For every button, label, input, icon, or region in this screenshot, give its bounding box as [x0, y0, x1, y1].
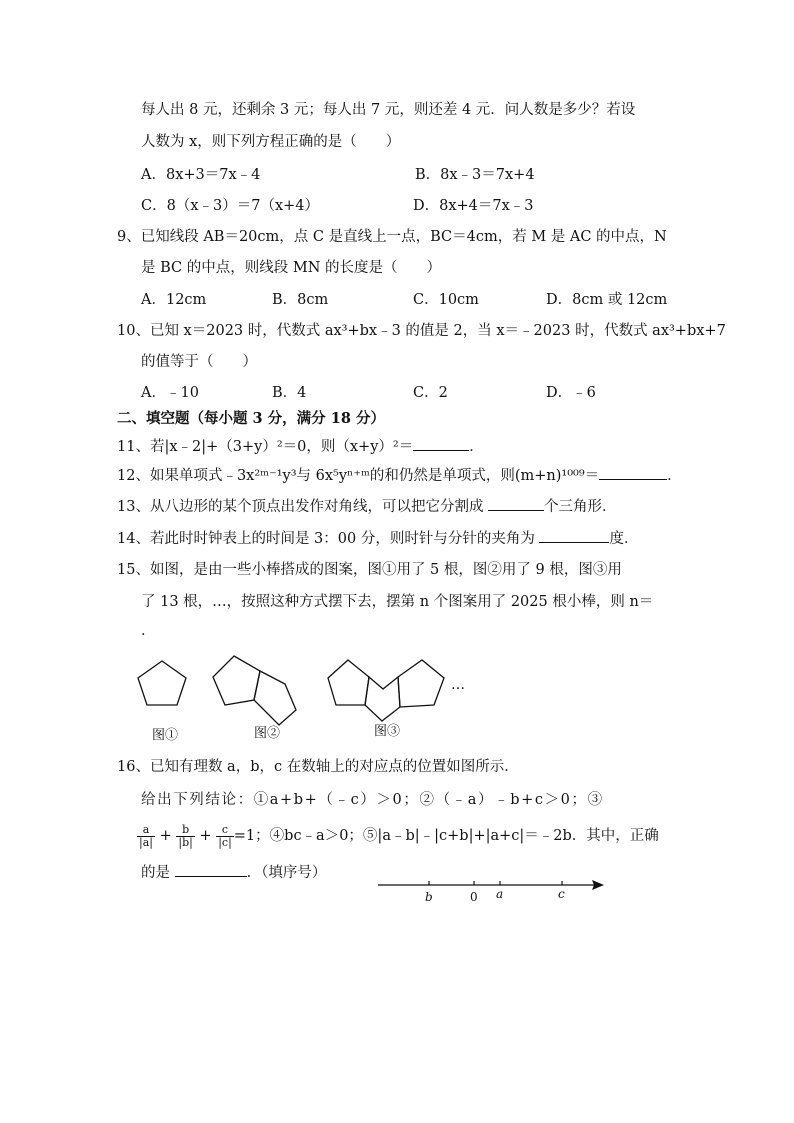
q16-line1: 16、已知有理数 a，b，c 在数轴上的对应点的位置如图所示．	[117, 759, 519, 775]
q12-text: 12、如果单项式﹣3x²ᵐ⁻¹y³与 6x⁵yⁿ⁺ᵐ的和仍然是单项式，则(m+n)¹⁰⁰⁹＝	[117, 468, 600, 484]
q11-text: 11、若|x﹣2|+（3+y）²＝0，则（x+y）²＝	[117, 439, 414, 455]
q16-line4-text: 的是	[141, 865, 170, 881]
q13-line	[117, 496, 617, 517]
q16-line2: 给出下列结论：①a+b+（﹣c）＞0；②（﹣a）﹣b+c＞0；③	[141, 792, 604, 808]
q8-option-b: B．8x﹣3＝7x+4	[415, 167, 535, 183]
q10-option-c: C．2	[413, 385, 448, 401]
q15-line3: ．	[141, 623, 156, 639]
q11-line	[117, 436, 484, 457]
fraction-c: $\frac{c}{|c|}$	[218, 822, 232, 849]
q16-answer-blank[interactable]	[175, 862, 247, 877]
q13-end: 个三角形．	[544, 499, 617, 515]
q16-line3: $\frac{a}{|a|}$ + $\frac{b}{|b|}$ + $\frac{c}{|c|}$ =1；④bc﹣a＞0；⑤|a﹣b|﹣|c+b|+|a+c|＝﹣2b．其中，正确	[139, 822, 659, 849]
q14-line	[117, 528, 638, 549]
q8-option-d: D．8x+4＝7x﹣3	[413, 198, 534, 214]
q9-option-c: C．10cm	[413, 292, 479, 308]
q13-text: 13、从八边形的某个顶点出发作对角线，可以把它分割成	[117, 499, 484, 515]
label-c: c	[558, 887, 565, 901]
q9-option-b: B．8cm	[272, 292, 329, 308]
figure-1-pentagon	[138, 661, 186, 705]
label-a: a	[496, 887, 504, 901]
figure-3-pentagon-middle	[365, 677, 400, 721]
figure-2-label: 图②	[254, 726, 281, 741]
label-0: 0	[470, 890, 478, 904]
section-heading: 二、填空题（每小题 3 分，满分 18 分）	[117, 410, 385, 427]
q16-line4	[141, 862, 326, 883]
q14-answer-blank[interactable]	[539, 528, 609, 543]
q16-line3-rest: =1；④bc﹣a＞0；⑤|a﹣b|﹣|c+b|+|a+c|＝﹣2b．其中，正确	[233, 828, 659, 844]
label-b: b	[425, 890, 433, 904]
pentagon-figures	[120, 645, 480, 750]
figure-2-pentagon-left	[213, 656, 260, 705]
figure-2-pentagon-right	[254, 671, 296, 725]
q15-line1: 15、如图，是由一些小棒搭成的图案，图①用了 5 根，图②用了 9 根，图③用	[117, 562, 622, 578]
q9-option-d: D．8cm 或 12cm	[546, 292, 668, 308]
q8-line1: 每人出 8 元，还剩余 3 元；每人出 7 元，则还差 4 元．问人数是多少？若设	[141, 102, 636, 118]
q10-option-a: A．﹣10	[141, 385, 199, 401]
q10-line1: 10、已知 x＝2023 时，代数式 ax³+bx﹣3 的值是 2，当 x＝﹣2023 时，代数式 ax³+bx+7	[117, 323, 726, 339]
figure-3-pentagon-left	[328, 660, 369, 705]
q14-text: 14、若此时时钟表上的时间是 3：00 分，则时针与分针的夹角为	[117, 531, 535, 547]
q16-line4-end: ．（填序号）	[246, 865, 327, 881]
q12-end: ．	[667, 468, 682, 484]
q9-line1: 9、已知线段 AB＝20cm，点 C 是直线上一点，BC＝4cm，若 M 是 AC 的中点，N	[117, 229, 667, 245]
fraction-a: $\frac{a}{|a|}$	[139, 822, 153, 849]
q15-line2: 了 13 根，…，按照这种方式摆下去，摆第 n 个图案用了 2025 根小棒，则 n＝	[141, 594, 654, 610]
q10-option-b: B．4	[272, 385, 307, 401]
q8-line2: 人数为 x，则下列方程正确的是（ ）	[141, 134, 401, 150]
figure-3-label: 图③	[374, 724, 401, 739]
q8-option-a: A．8x+3＝7x﹣4	[141, 167, 261, 183]
figure-1-label: 图①	[152, 728, 179, 743]
q10-option-d: D．﹣6	[546, 385, 596, 401]
q9-option-a: A．12cm	[141, 292, 207, 308]
q11-end: ．	[469, 439, 484, 455]
q12-answer-blank[interactable]	[599, 465, 667, 480]
ellipsis: …	[451, 677, 465, 693]
q12-line	[117, 465, 682, 486]
fraction-b: $\frac{b}{|b|}$	[178, 822, 193, 849]
q11-answer-blank[interactable]	[413, 436, 469, 451]
figure-3-pentagon-right	[398, 660, 444, 707]
q9-line2: 是 BC 的中点，则线段 MN 的长度是（ ）	[141, 260, 441, 276]
q13-answer-blank[interactable]	[488, 496, 544, 511]
number-line	[372, 872, 612, 908]
q14-end: 度．	[609, 531, 639, 547]
q8-option-c: C．8（x﹣3）＝7（x+4）	[141, 198, 319, 214]
q10-line2: 的值等于（ ）	[141, 354, 257, 370]
